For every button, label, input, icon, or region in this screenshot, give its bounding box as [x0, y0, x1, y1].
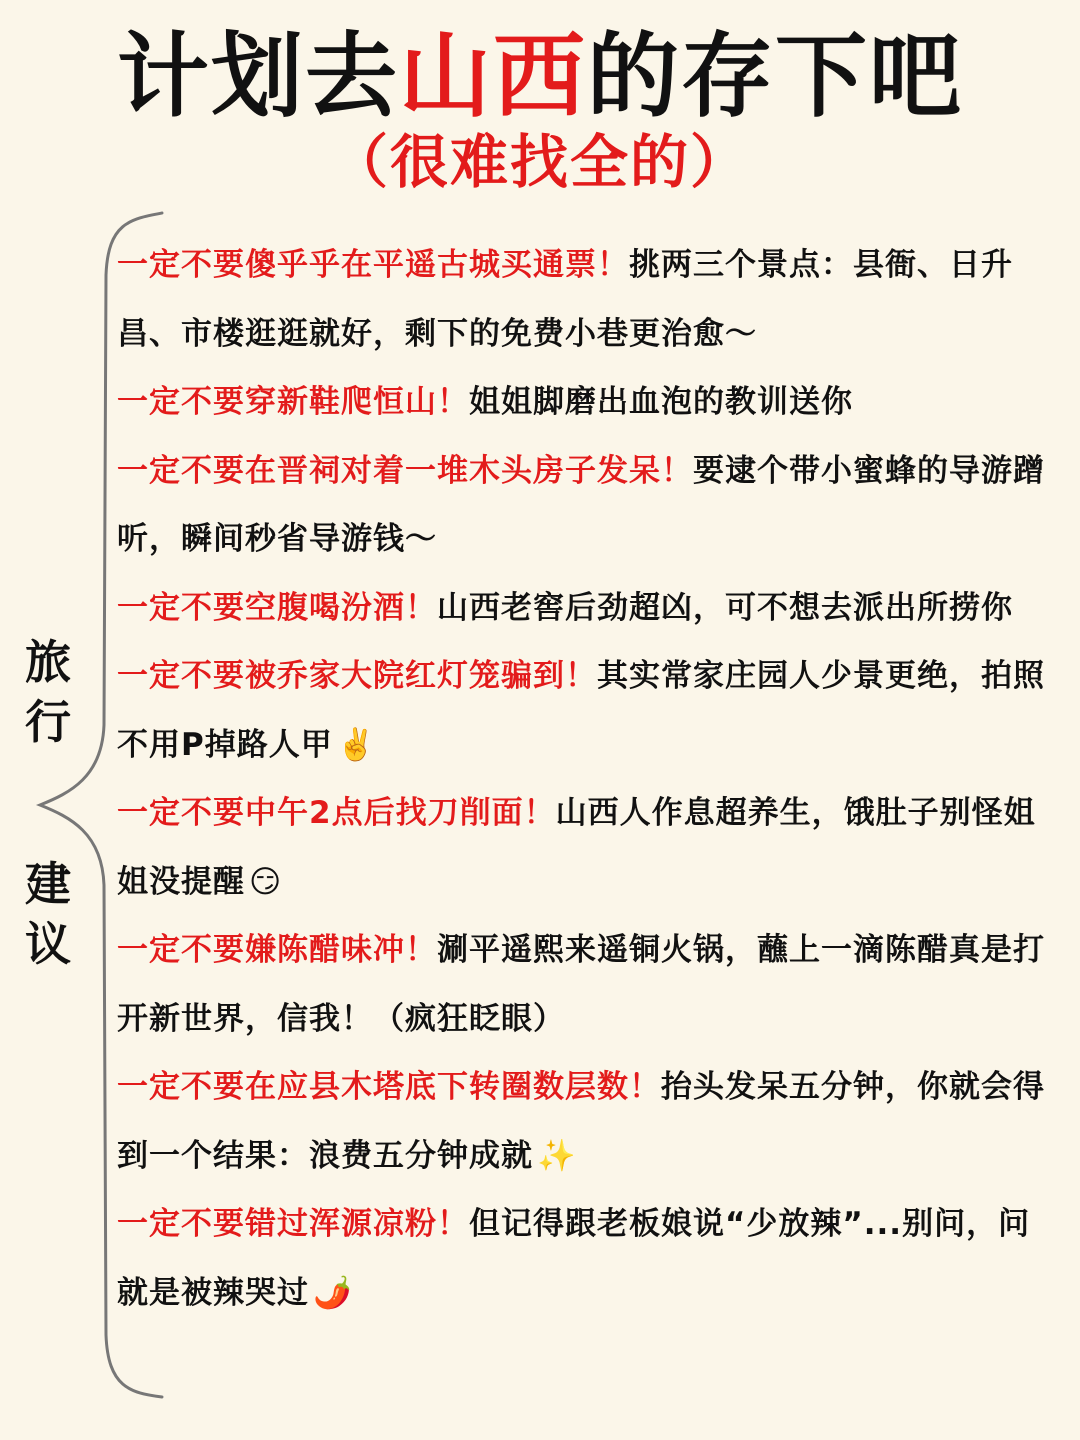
tips-list [117, 231, 1052, 1327]
tip-item [117, 574, 1052, 643]
tip-warning: 一定不要嫌陈醋味冲！ [117, 932, 437, 968]
tip-warning: 一定不要在应县木塔底下转圈数层数！ [117, 1069, 661, 1105]
side-label-char: 建 [25, 857, 71, 911]
title-part1: 计划去 [116, 23, 399, 130]
tip-text: 涮平遥熙来遥铜火锅，蘸上一滴陈醋真是打开新世界，信我！（疯狂眨眼） [117, 932, 1045, 1037]
side-label-char: 旅 [25, 635, 71, 689]
side-label-travel [18, 632, 78, 752]
victory-hand-icon: ✌️ [336, 726, 377, 763]
tip-warning: 一定不要中午2点后找刀削面！ [117, 795, 556, 831]
tip-warning: 一定不要被乔家大院红灯笼骗到！ [117, 658, 597, 694]
tip-text: 姐姐脚磨出血泡的教训送你 [469, 384, 853, 420]
tip-text: 其实常家庄园人少景更绝，拍照不用P掉路人甲 [117, 658, 1045, 763]
tip-item [117, 642, 1052, 779]
sparkles-icon: ✨ [537, 1137, 577, 1174]
tip-warning: 一定不要空腹喝汾酒！ [117, 589, 437, 626]
tip-item [117, 437, 1052, 574]
title-part2: 的存下吧 [587, 23, 964, 130]
tip-item [117, 1190, 1052, 1327]
side-label-char: 议 [25, 917, 71, 971]
tip-warning: 一定不要穿新鞋爬恒山！ [117, 384, 469, 420]
title-highlight: 山西 [398, 23, 587, 130]
tip-item [117, 231, 1052, 368]
tip-warning: 一定不要傻乎乎在平遥古城买通票！ [117, 247, 629, 283]
tip-text: 挑两三个景点：县衙、日升昌、市楼逛逛就好，剩下的免费小巷更治愈～ [117, 247, 1013, 352]
tip-item [117, 368, 1052, 437]
tip-text: 山西人作息超养生，饿肚子别怪姐姐没提醒 [117, 795, 1036, 900]
chili-pepper-icon: 🌶️ [313, 1274, 353, 1311]
tip-item [117, 1053, 1052, 1190]
side-label-char: 行 [25, 695, 71, 749]
tip-text: 山西老窖后劲超凶，可不想去派出所捞你 [437, 589, 1013, 626]
tip-text: 抬头发呆五分钟，你就会得到一个结果：浪费五分钟成就 [117, 1069, 1045, 1174]
tip-item [117, 779, 1052, 916]
tip-item [117, 916, 1052, 1053]
side-label-advice [18, 854, 78, 974]
page-subtitle: （很难找全的） [329, 128, 750, 196]
page-title [0, 22, 1080, 132]
tip-text: 要逮个带小蜜蜂的导游蹭听，瞬间秒省导游钱～ [117, 452, 1045, 557]
tip-warning: 一定不要错过浑源凉粉！ [117, 1206, 469, 1242]
smirk-face-icon: 😏 [249, 863, 283, 900]
tip-text: 但记得跟老板娘说“少放辣”...别问，问就是被辣哭过 [117, 1206, 1031, 1311]
tip-warning: 一定不要在晋祠对着一堆木头房子发呆！ [117, 452, 693, 489]
